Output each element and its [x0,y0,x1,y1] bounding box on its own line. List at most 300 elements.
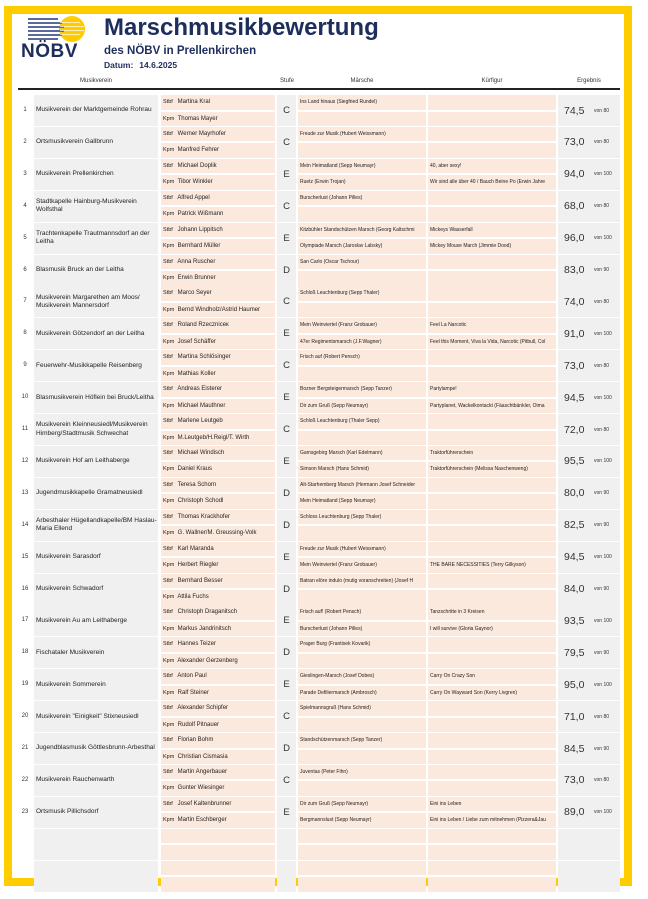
score-value: 93,5 [564,614,585,627]
kapellmeister-cell [161,367,275,382]
row-number: 11 [21,426,29,432]
stabfuehrer-cell [161,127,275,142]
kapellmeister-name: Mathias Koller [177,370,216,377]
role-label: Stbf [163,481,173,488]
marsch-1 [298,861,426,876]
role-label: Stbf [163,705,173,712]
kapellmeister-name: Christian Cismasia [177,753,228,760]
stabfuehrer-cell [161,286,275,301]
marsch-1: Standschützenmarsch (Sepp Tanzer) [298,733,426,748]
role-label: Stbf [163,449,173,456]
ergebnis-cell [558,669,620,700]
kapellmeister-name: Manfred Fehrer [177,147,220,154]
row-number: 5 [23,234,27,241]
ergebnis-cell [558,223,620,254]
max-score: von 90 [594,522,610,529]
kuerfigur-2 [428,781,556,796]
kuerfigur-2: Carry On Wayward Son (Kerry Livgren) [428,686,556,701]
stabfuehrer-cell [161,223,275,238]
table-row [18,95,620,126]
kuerfigur-1: Traktorführerschein [428,446,556,461]
role-label: Stbf [163,194,173,201]
ergebnis-cell [558,733,620,764]
stabfuehrer-name: Karl Maranda [177,545,214,552]
kapellmeister-cell [161,781,275,796]
max-score: von 100 [594,171,612,178]
stabfuehrer-name: Christoph Draganitsch [177,609,238,616]
stabfuehrer-name: Roland Rzeczniceк [177,322,229,329]
stabfuehrer-name: Andreas Eisterer [177,386,223,393]
role-label: Stbf [163,290,173,297]
marsch-1: Burscherlust (Johann Pilles) [298,191,426,206]
kuerfigur-2 [428,143,556,158]
club-name: Ortsmusik Pillichsdorf [34,797,158,828]
stabfuehrer-cell [161,478,275,493]
role-label: Kpm [163,785,175,792]
row-number: 9 [23,362,27,369]
empty-table-row [18,829,620,860]
page-title: Marschmusikbewertung [104,14,379,41]
ergebnis-cell [558,191,620,222]
kapellmeister-cell [161,686,275,701]
row-number: 3 [23,170,27,177]
stabfuehrer-name: Josef Kaltenbrunner [177,800,232,807]
role-label: Kpm [163,817,175,824]
table-row [18,127,620,158]
col-header-maersche: Märsche [350,78,374,84]
role-label: Stbf [163,673,173,680]
max-score: von 90 [594,745,610,752]
max-score: von 90 [594,649,610,656]
kuerfigur-2 [428,367,556,382]
stufe-value: C [277,765,296,796]
stabfuehrer-name: Hannes Teizer [177,641,216,648]
table-row [18,191,620,222]
club-name: Ortsmusikverein Gallbrunn [34,127,158,158]
stufe-value: E [277,797,296,828]
max-score: von 80 [594,139,610,146]
marsch-1: Bozner Bergsteigermarsch (Sepp Tanzer) [298,382,426,397]
kuerfigur-2: Mickey Mouse March (Jimmie Dood) [428,239,556,254]
kuerfigur-1 [428,350,556,365]
row-number: 7 [23,298,27,305]
club-name [34,861,158,892]
stufe-value: D [277,733,296,764]
stufe-value: D [277,255,296,286]
marsch-2: Mein Weinviertel (Franz Grobauer) [298,558,426,573]
stabfuehrer-cell [161,637,275,652]
kuerfigur-2 [428,590,556,605]
role-label: Kpm [163,243,175,250]
kuerfigur-1 [428,478,556,493]
stabfuehrer-cell [161,861,275,876]
marsch-2 [298,781,426,796]
role-label: Kpm [163,275,175,281]
kuerfigur-1 [428,701,556,716]
role-label: Kpm [163,562,175,569]
ergebnis-cell [558,797,620,828]
stabfuehrer-cell [161,669,275,684]
stabfuehrer-cell [161,382,275,397]
stabfuehrer-name: Johann Lippitsch [177,226,223,233]
logo-text: NÖBV [21,41,78,62]
score-value: 72,0 [564,423,585,436]
marsch-1: Schloss Leuchtenburg (Sepp Thaler) [298,510,426,525]
role-label: Kpm [163,179,175,186]
stabfuehrer-cell [161,159,275,174]
ergebnis-cell [558,478,620,509]
role-label: Stbf [163,258,173,265]
stufe-value: C [277,191,296,222]
kuerfigur-2 [428,494,556,509]
marsch-1: Kitzbühler Standschützen Marsch (Georg Kaltschmi [298,223,426,238]
kuerfigur-2: Wir sind alle über 40 / Bauch Beine Po (Erwin Jahre [428,175,556,190]
max-score: von 80 [594,107,610,114]
score-value: 80,0 [564,487,585,500]
stufe-value: C [277,95,296,126]
kuerfigur-2 [428,431,556,446]
score-value: 82,5 [564,519,585,532]
date-line [104,60,183,70]
marsch-1: Prager Burg (Frantisek Kovarik) [298,637,426,652]
ergebnis-cell [558,605,620,636]
score-value: 71,0 [564,710,585,723]
marsch-2 [298,718,426,733]
stufe-value [277,829,296,860]
club-name: Arbesthaler Hügellandkapelle/BM Haslau-Maria Ellend [34,510,158,541]
kuerfigur-1 [428,829,556,844]
marsch-2 [298,654,426,669]
row-number: 20 [21,713,29,720]
table-row [18,478,620,509]
role-label: Stbf [163,609,173,616]
stabfuehrer-cell [161,829,275,844]
row-number: 13 [21,489,29,496]
kapellmeister-name: G. Wallner/M. Greussing-Volk [177,530,257,537]
kapellmeister-cell [161,750,275,765]
role-label: Stbf [163,130,173,137]
role-label: Kpm [163,466,175,473]
kapellmeister-name: Herbert Riegler [177,562,219,569]
ergebnis-cell [558,637,620,668]
kapellmeister-name: Gunter Wiesinger [177,785,225,792]
kuerfigur-2 [428,750,556,765]
col-header-musikverein: Musikverein [79,78,112,84]
role-label: Kpm [163,594,175,600]
score-value: 94,5 [564,391,585,404]
max-score: von 100 [594,394,612,401]
role-label: Kpm [163,689,175,696]
marsch-2: Burscherlust (Johann Pilles) [298,622,426,637]
table-row [18,446,620,477]
table-row [18,542,620,573]
max-score: von 80 [594,426,610,433]
stufe-value: D [277,637,296,668]
kapellmeister-cell [161,207,275,222]
max-score: von 100 [594,330,612,337]
kapellmeister-name: Markus Jandrinitsch [177,625,232,632]
role-label: Stbf [163,577,173,584]
stufe-value: C [277,350,296,381]
score-value: 96,0 [564,232,585,245]
score-value: 83,0 [564,264,585,276]
stabfuehrer-name: Martina Schlösinger [177,354,231,361]
marsch-1: Freude zur Musik (Hubert Weissmann) [298,542,426,557]
max-score: von 90 [594,490,610,497]
marsch-2 [298,877,426,892]
stufe-value: D [277,574,296,605]
kapellmeister-name: M.Leutgeb/H.Reigl/T. Wirth [177,434,250,441]
role-label: Kpm [163,370,175,377]
kapellmeister-cell [161,112,275,127]
score-value: 91,0 [564,327,585,340]
kuerfigur-1: Feel La Narcotic [428,318,556,333]
stabfuehrer-cell [161,510,275,525]
stabfuehrer-name: Teresa Schorn [177,481,217,488]
club-name: Musikverein Margarethen am Moos/ Musikverein Mannersdorf [34,286,158,317]
marsch-1 [298,829,426,844]
kapellmeister-cell [161,462,275,477]
kapellmeister-name: Attila Fuchs [177,594,209,600]
marsch-2: Dir zum Gruß (Sepp Neumayr) [298,399,426,414]
role-label: Kpm [163,657,175,664]
kuerfigur-1 [428,95,556,110]
stabfuehrer-cell [161,542,275,557]
table-row [18,223,620,254]
kapellmeister-name: Bernd Windholz/Astrid Haumer [177,306,261,313]
ergebnis-cell [558,765,620,796]
row-number: 18 [21,649,29,656]
ergebnis-cell [558,701,620,732]
stufe-value: E [277,223,296,254]
role-label: Stbf [163,513,173,520]
kuerfigur-2: I will survive (Gloria Gaynor) [428,622,556,637]
marsch-2 [298,750,426,765]
max-score: von 100 [594,458,612,465]
role-label: Kpm [163,530,175,537]
ergebnis-cell [558,318,620,349]
table-row [18,797,620,828]
kuerfigur-1 [428,765,556,780]
kapellmeister-cell [161,239,275,254]
kuerfigur-2 [428,654,556,669]
row-number: 23 [21,808,29,815]
row-number: 19 [21,681,29,688]
stufe-value: D [277,478,296,509]
club-name: Musikverein Prellenkirchen [34,159,158,190]
role-label: Stbf [163,800,173,807]
max-score: von 100 [594,554,612,561]
row-number: 2 [23,138,27,145]
club-name: Musikverein Rauchenwarth [34,765,158,796]
col-header-kuerfigur: Kürfigur [481,78,503,84]
club-name: Trachtenkapelle Trautmannsdorf an der Leitha [34,223,158,254]
role-label: Kpm [163,211,175,218]
role-label: Stbf [163,418,173,424]
stabfuehrer-name: Alexander Schipfer [177,705,229,712]
ergebnis-cell [558,542,620,573]
max-score: von 80 [594,713,610,720]
marsch-1: Gamsgebirg Marsch (Karl Edelmann) [298,446,426,461]
table-row [18,701,620,732]
score-value: 84,5 [564,742,585,755]
stabfuehrer-cell [161,191,275,206]
marsch-1: Mein Weinviertel (Franz Grobauer) [298,318,426,333]
stufe-value: E [277,446,296,477]
ergebnis-cell [558,829,620,860]
row-number: 16 [21,585,29,592]
role-label: Stbf [163,99,173,105]
club-name: Musikverein "Einigkeit" Stixneusiedl [34,701,158,732]
page-subtitle: des NÖBV in Prellenkirchen [104,45,257,57]
club-name: Musikverein Sommerein [34,669,158,700]
max-score: von 100 [594,681,612,688]
kuerfigur-2 [428,718,556,733]
stabfuehrer-name: Martin Angerbauer [177,768,228,775]
stabfuehrer-cell [161,797,275,812]
marsch-2: Parade Defiliermarsch (Ambrosch) [298,686,426,701]
kapellmeister-cell [161,175,275,190]
stabfuehrer-cell [161,318,275,333]
stabfuehrer-name: Anna Ruscher [177,258,216,265]
header-divider [18,88,620,90]
role-label: Stbf [163,226,173,233]
stufe-value: E [277,542,296,573]
kapellmeister-name: Tibor Winkler [177,179,213,186]
ergebnis-cell [558,861,620,892]
marsch-2 [298,367,426,382]
table-row [18,765,620,796]
club-name: Jugendmusikkapelle Gramatneusiedl [34,478,158,509]
table-row [18,318,620,349]
ergebnis-cell [558,414,620,445]
kapellmeister-name: Daniel Kraus [177,466,213,473]
kuerfigur-2: Eini ins Leben / Liebe zum mitnehmen (Pizzera&Jau [428,813,556,828]
table-row [18,414,620,445]
marsch-2 [298,526,426,541]
marsch-2 [298,303,426,318]
score-value: 73,0 [564,774,585,787]
marsch-2 [298,271,426,286]
stufe-value: C [277,414,296,445]
col-header-stufe: Stufe [279,78,294,84]
kuerfigur-2 [428,271,556,286]
kapellmeister-cell [161,654,275,669]
kuerfigur-2: THE BARE NECESSITIES (Terry Gilkyson) [428,558,556,573]
role-label: Kpm [163,338,175,345]
ergebnis-cell [558,286,620,317]
stufe-value: E [277,318,296,349]
marsch-2: Ruetz (Erwin Trojan) [298,175,426,190]
stabfuehrer-name: Martina Kral [177,99,211,105]
kapellmeister-cell [161,431,275,446]
role-label: Kpm [163,721,175,728]
score-value: 74,0 [564,295,585,308]
marsch-2: Simson Marsch (Hans Schmid) [298,462,426,477]
max-score: von 90 [594,586,610,592]
marsch-1: Ins Land hinaus (Siegfried Rundel) [298,95,426,110]
stabfuehrer-name: Bernhard Besser [177,577,223,584]
ergebnis-cell [558,510,620,541]
stabfuehrer-cell [161,605,275,620]
marsch-1: Schloß Leuchtenburg (Thaler Sepp) [298,414,426,429]
marsch-1: Dir zum Gruß (Sepp Neumayr) [298,797,426,812]
marsch-2: Olympiade Marsch (Jaroslav Labsky) [298,239,426,254]
row-number: 14 [21,521,29,528]
kuerfigur-1: Carry On Crazy Son [428,669,556,684]
table-row [18,159,620,190]
kapellmeister-name: Patrick Wißmann [177,211,224,218]
ergebnis-cell [558,95,620,126]
kuerfigur-1 [428,127,556,142]
table-row [18,574,620,605]
score-value: 74,5 [564,104,585,117]
club-name: Musikverein Au am Leithaberge [34,605,158,636]
stufe-value: E [277,382,296,413]
kuerfigur-1: 40, aber sexy! [428,159,556,174]
max-score: von 100 [594,809,612,816]
club-name: Musikverein der Marktgemeinde Rohrau [34,95,158,126]
stufe-value: C [277,286,296,317]
date-label: Datum: [104,60,134,70]
score-value: 94,5 [564,551,585,564]
stabfuehrer-cell [161,95,275,110]
role-label: Stbf [163,386,173,393]
kuerfigur-1: Mickeys Wasserfall [428,223,556,238]
kapellmeister-cell [161,335,275,350]
kuerfigur-1 [428,733,556,748]
kuerfigur-1 [428,255,556,270]
role-label: Kpm [163,498,175,505]
ergebnis-cell [558,350,620,381]
club-name: Feuerwehr-Musikkapelle Reisenberg [34,350,158,381]
row-number: 1 [23,107,27,113]
role-label: Stbf [163,354,173,361]
kapellmeister-cell [161,813,275,828]
col-header-ergebnis: Ergebnis [577,78,601,84]
kuerfigur-2 [428,845,556,860]
stufe-value: E [277,669,296,700]
stabfuehrer-name: Anton Paul [177,673,207,680]
stufe-value: E [277,159,296,190]
role-label: Kpm [163,306,175,313]
kapellmeister-cell [161,622,275,637]
kapellmeister-name: Erwin Brunner [177,275,216,281]
stufe-value [277,861,296,892]
kuerfigur-2: Partyplanet, Wackelkontackt (Fäaschtbänkler, Oima [428,399,556,414]
marsch-2 [298,143,426,158]
marsch-2 [298,207,426,222]
club-name: Jugendblasmusik Göttlesbrunn-Arbesthal [34,733,158,764]
marsch-1: San Carlo (Oscar Tschour) [298,255,426,270]
stufe-value: C [277,127,296,158]
kuerfigur-1 [428,637,556,652]
score-value: 84,0 [564,583,585,595]
stabfuehrer-name: Florian Bohm [177,737,214,743]
row-number: 6 [23,266,27,273]
table-row [18,350,620,381]
table-row [18,255,620,286]
marsch-1: Spielmannsgruß (Hans Schmid) [298,701,426,716]
score-value: 95,0 [564,678,585,691]
stabfuehrer-name: Alfred Appel [177,194,210,201]
max-score: von 80 [594,362,610,369]
kuerfigur-1: Eini ins Leben [428,797,556,812]
kuerfigur-2 [428,112,556,127]
kapellmeister-cell [161,494,275,509]
club-name: Musikverein Kleinneusiedl/Musikverein Himberg/Stadtmusik Schwechat [34,414,158,445]
kuerfigur-2: Feel this Moment, Viva la Vida, Narcotic (Pitbull, Col [428,335,556,350]
